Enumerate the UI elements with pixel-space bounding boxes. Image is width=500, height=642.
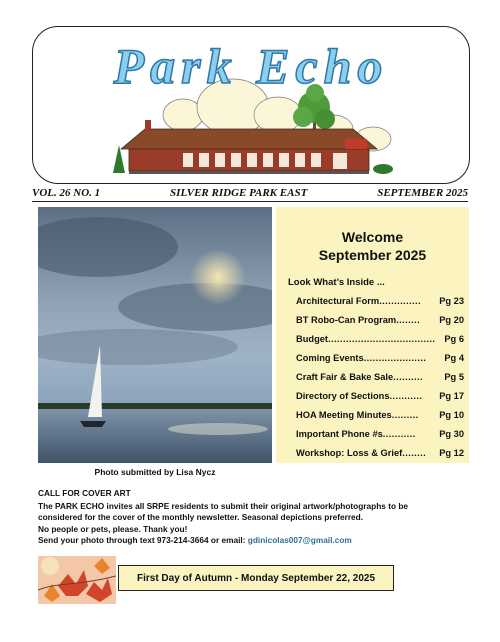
toc-item: Coming Events ..................... Pg 4 — [296, 353, 464, 363]
cover-art-notice — [38, 488, 468, 547]
cover-art-heading: CALL FOR COVER ART — [38, 488, 131, 498]
toc-item: Budget .................................... Pg 6 — [296, 334, 464, 344]
issue-date: SEPTEMBER 2025 — [377, 187, 468, 199]
welcome-panel — [276, 207, 469, 463]
toc-item: Workshop: Loss & Grief ........ Pg 12 — [296, 448, 464, 458]
community-name: SILVER RIDGE PARK EAST — [170, 187, 308, 199]
toc-item: HOA Meeting Minutes ......... Pg 10 — [296, 410, 464, 420]
toc-item: Directory of Sections ........... Pg 17 — [296, 391, 464, 401]
divider — [32, 201, 468, 202]
photo-credit: Photo submitted by Lisa Nycz — [94, 467, 216, 477]
issue-line — [32, 185, 468, 201]
cover-art-contact: Send your photo through text 973-214-3664 or email: gdinicolas007@gmail.com — [38, 535, 352, 545]
cover-art-text: The PARK ECHO invites all SRPE residents to submit their original artwork/photographs to be — [38, 500, 409, 511]
toc-item: Craft Fair & Bake Sale .......... Pg 5 — [296, 372, 464, 382]
cover-photo — [38, 207, 272, 463]
masthead — [32, 26, 470, 184]
cover-art-text: No people or pets, please. Thank you! — [38, 523, 188, 534]
toc-item: Architectural Form .............. Pg 23 — [296, 296, 464, 306]
masthead-illustration — [33, 27, 469, 183]
newsletter-title: Park Echo — [113, 38, 389, 94]
autumn-text: First Day of Autumn - Monday September 22, 2025 — [136, 572, 376, 584]
toc-item: BT Robo-Can Program ........ Pg 20 — [296, 315, 464, 325]
cover-art-text: considered for the cover of the monthly newsletter. Seasonal depictions preferred. — [38, 512, 364, 522]
toc-item: Important Phone #s ........... Pg 30 — [296, 429, 464, 439]
email-link[interactable]: gdinicolas007@gmail.com — [247, 535, 352, 545]
volume-number: VOL. 26 NO. 1 — [32, 187, 101, 199]
autumn-leaves-image — [38, 556, 116, 604]
table-of-contents — [296, 296, 464, 467]
welcome-heading: Welcome — [341, 229, 404, 245]
inside-heading: Look What’s Inside ... — [288, 277, 385, 288]
welcome-month: September 2025 — [318, 247, 427, 263]
autumn-announcement — [118, 565, 394, 591]
